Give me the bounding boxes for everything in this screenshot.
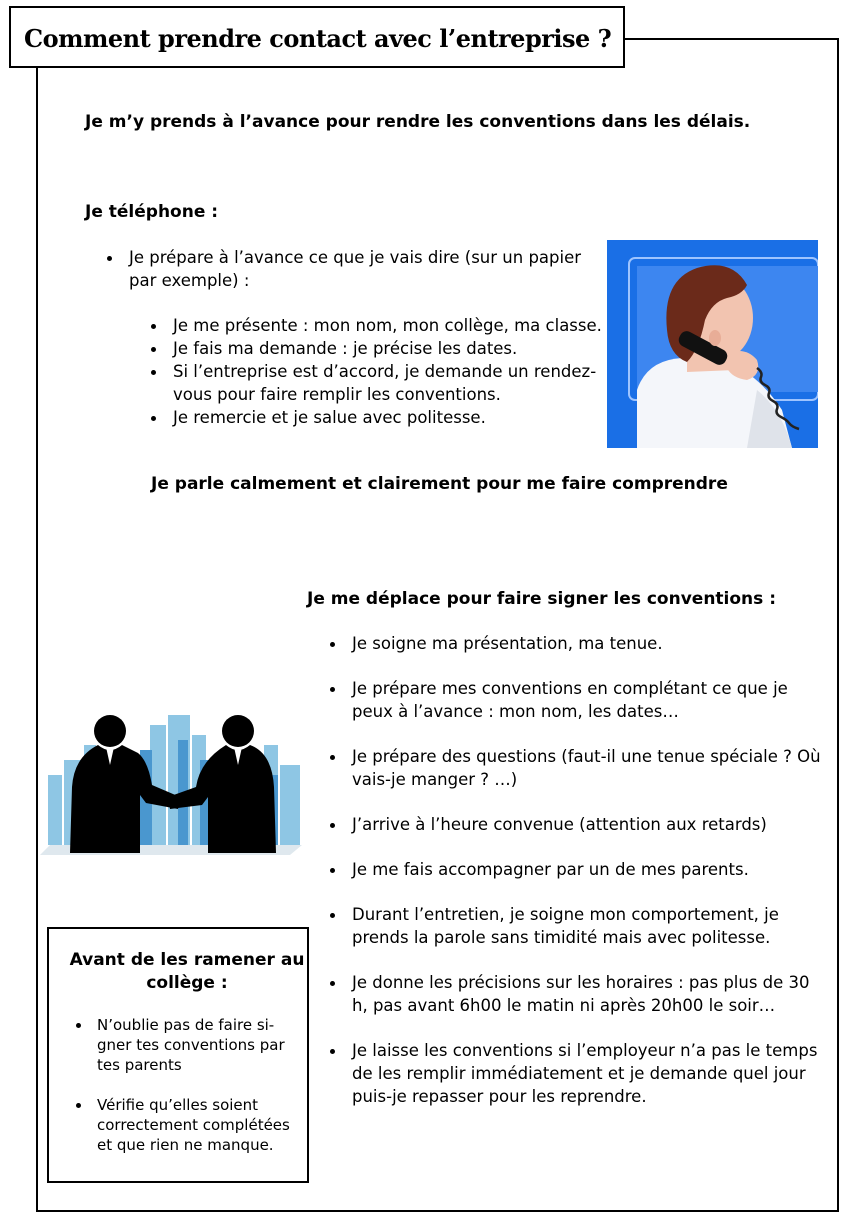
page-title: Comment prendre contact avec l’entreprise ?: [9, 6, 625, 68]
reminder-title: Avant de les ramener au collège :: [69, 950, 305, 993]
visit-list: [352, 632, 822, 1130]
list-item: Je prépare à l’avance ce que je vais dire (sur un papier par exemple) :: [129, 246, 599, 292]
intro-text: Je m’y prends à l’avance pour rendre les conventions dans les délais.: [85, 112, 751, 132]
phone-heading: Je téléphone :: [85, 202, 219, 222]
reminder-list: [97, 1015, 297, 1175]
list-item: Je prépare des questions (faut-il une tenue spéciale ? Où vais-je manger ? …): [352, 747, 821, 789]
list-item: N’oublie pas de faire si-gner tes conventions par tes parents: [97, 1015, 297, 1075]
phone-closing: Je parle calmement et clairement pour me faire comprendre: [151, 474, 728, 494]
handshake-illustration: [40, 705, 308, 861]
list-item: Durant l’entretien, je soigne mon comportement, je prends la parole sans timidité mais avec politesse.: [352, 903, 822, 949]
list-item: Je remercie et je salue avec politesse.: [173, 406, 603, 429]
list-item: Je donne les précisions sur les horaires : pas plus de 30 h, pas avant 6h00 le matin ni après 20h00 le soir…: [352, 971, 822, 1017]
visit-heading: Je me déplace pour faire signer les conventions :: [307, 589, 776, 609]
list-item: Je me présente : mon nom, mon collège, ma classe.: [173, 316, 602, 335]
list-item: Je fais ma demande : je précise les dates.: [173, 337, 603, 360]
list-item: J’arrive à l’heure convenue (attention aux retards): [352, 813, 822, 836]
list-item: Je laisse les conventions si l’employeur n’a pas le temps de les remplir immédiatement et je demande quel jour puis-je repasser pour les reprendre.: [352, 1039, 822, 1108]
list-item: Je prépare mes conventions en complétant ce que je peux à l’avance : mon nom, les dates…: [352, 677, 822, 723]
list-item: Vérifie qu’elles soient correctement complétées et que rien ne manque.: [97, 1095, 297, 1155]
woman-on-phone-illustration: [607, 240, 818, 448]
list-item: Si l’entreprise est d’accord, je demande un rendez-vous pour faire remplir les conventions.: [173, 360, 603, 406]
phone-list: [129, 246, 599, 292]
reminder-box: [47, 927, 309, 1183]
phone-sub-list: [173, 314, 603, 429]
list-item: Je me fais accompagner par un de mes parents.: [352, 858, 822, 881]
list-item: Je soigne ma présentation, ma tenue.: [352, 632, 822, 655]
